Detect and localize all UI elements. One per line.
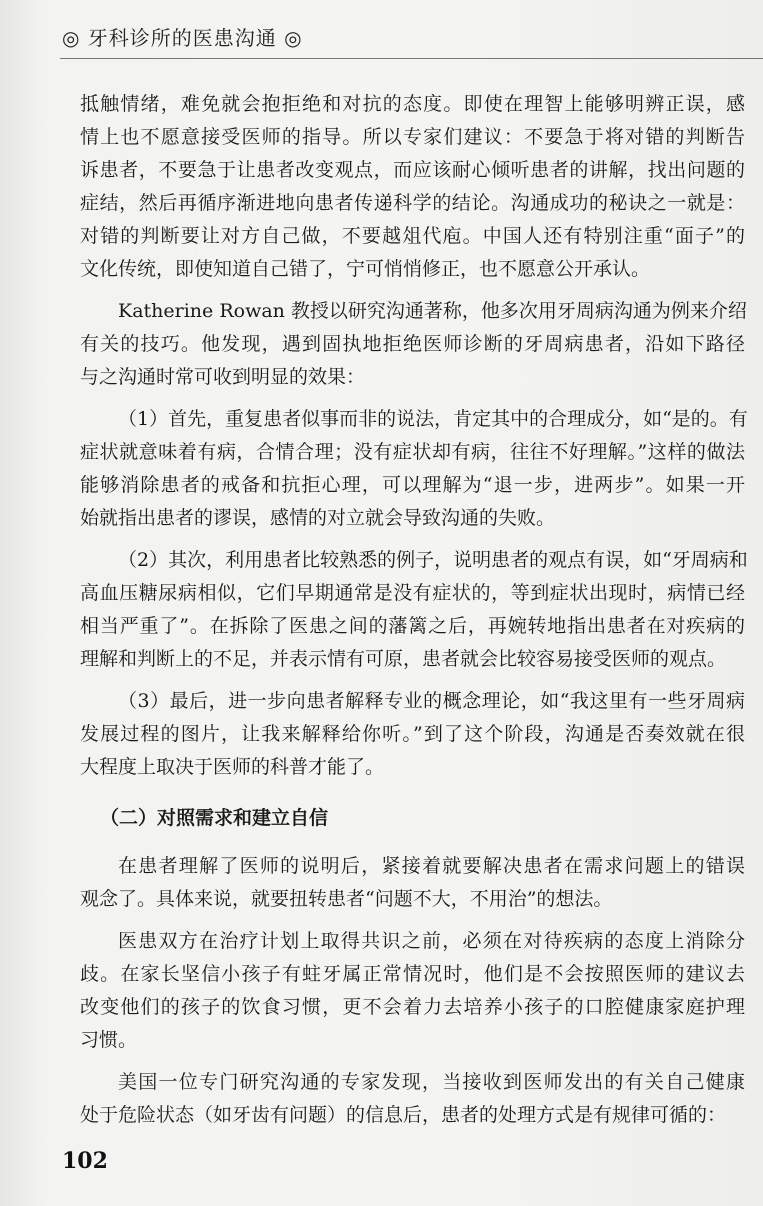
- text-line: 在患者理解了医师的说明后，紧接着就要解决患者在需求问题上的错误: [118, 855, 745, 877]
- text-line: 高血压糖尿病相似，它们早期通常是没有症状的，等到症状出现时，病情已经: [80, 582, 745, 604]
- paragraph-rowan: [80, 295, 745, 394]
- paragraph-continuation: [80, 88, 745, 286]
- text-line: 医患双方在治疗计划上取得共识之前，必须在对待疾病的态度上消除分: [118, 930, 745, 952]
- text-line: （1）首先，重复患者似事而非的说法，肯定其中的合理成分，如“是的。有: [118, 408, 748, 430]
- text-line: 有关的技巧。他发现，遇到固执地拒绝医师诊断的牙周病患者，沿如下路径: [80, 333, 745, 355]
- text-line: 歧。在家长坚信小孩子有蛀牙属正常情况时，他们是不会按照医师的建议去: [80, 963, 745, 985]
- text-line: 观念了。具体来说，就要扭转患者“问题不大，不用治”的想法。: [80, 888, 613, 910]
- text-line: 情上也不愿意接受医师的指导。所以专家们建议：不要急于将对错的判断告: [80, 126, 745, 148]
- text-line: Katherine Rowan 教授以研究沟通著称，他多次用牙周病沟通为例来介绍: [118, 300, 747, 322]
- body-text: [80, 88, 748, 1132]
- text-line: 与之沟通时常可收到明显的效果：: [80, 366, 366, 388]
- header-divider: [60, 58, 763, 59]
- running-header: ◎ 牙科诊所的医患沟通 ◎: [62, 26, 303, 50]
- text-line: 处于危险状态（如牙齿有问题）的信息后，患者的处理方式是有规律可循的：: [80, 1104, 727, 1126]
- text-line: 美国一位专门研究沟通的专家发现，当接收到医师发出的有关自己健康: [118, 1071, 745, 1093]
- paragraph-after-2: [80, 925, 745, 1057]
- paragraph-step-1: [80, 403, 748, 535]
- paragraph-after-1: [80, 850, 745, 916]
- text-line: 始就指出患者的谬误，感情的对立就会导致沟通的失败。: [80, 507, 556, 529]
- text-line: 症状就意味着有病，合情合理；没有症状却有病，往往不好理解。”这样的做法: [80, 441, 745, 463]
- text-line: （2）其次，利用患者比较熟悉的例子，说明患者的观点有误，如“牙周病和: [118, 549, 748, 571]
- text-line: 大程度上取决于医师的科普才能了。: [80, 756, 385, 778]
- text-line: 症结，然后再循序渐进地向患者传递科学的结论。沟通成功的秘诀之一就是：: [80, 192, 745, 214]
- paragraph-after-3: [80, 1066, 745, 1132]
- text-line: 抵触情绪，难免就会抱拒绝和对抗的态度。即使在理智上能够明辨正误，感: [80, 93, 745, 115]
- text-line: 相当严重了”。在拆除了医患之间的藩篱之后，再婉转地指出患者在对疾病的: [80, 615, 745, 637]
- section-heading: （二）对照需求和建立自信: [100, 807, 329, 829]
- text-line: 习惯。: [80, 1029, 138, 1051]
- page-number: 102: [62, 1148, 108, 1174]
- text-line: （3）最后，进一步向患者解释专业的概念理论，如“我这里有一些牙周病: [118, 690, 745, 712]
- paragraph-step-2: [80, 544, 748, 676]
- paragraph-step-3: [80, 685, 745, 784]
- text-line: 理解和判断上的不足，并表示情有可原，患者就会比较容易接受医师的观点。: [80, 648, 727, 670]
- text-line: 发展过程的图片，让我来解释给你听。”到了这个阶段，沟通是否奏效就在很: [80, 723, 745, 745]
- text-line: 改变他们的孩子的饮食习惯，更不会着力去培养小孩子的口腔健康家庭护理: [80, 996, 745, 1018]
- text-line: 文化传统，即使知道自己错了，宁可悄悄修正，也不愿意公开承认。: [80, 258, 651, 280]
- text-line: 对错的判断要让对方自己做，不要越俎代庖。中国人还有特别注重“面子”的: [80, 225, 745, 247]
- text-line: 诉患者，不要急于让患者改变观点，而应该耐心倾听患者的讲解，找出问题的: [80, 159, 745, 181]
- text-line: 能够消除患者的戒备和抗拒心理，可以理解为“退一步，进两步”。如果一开: [80, 474, 745, 496]
